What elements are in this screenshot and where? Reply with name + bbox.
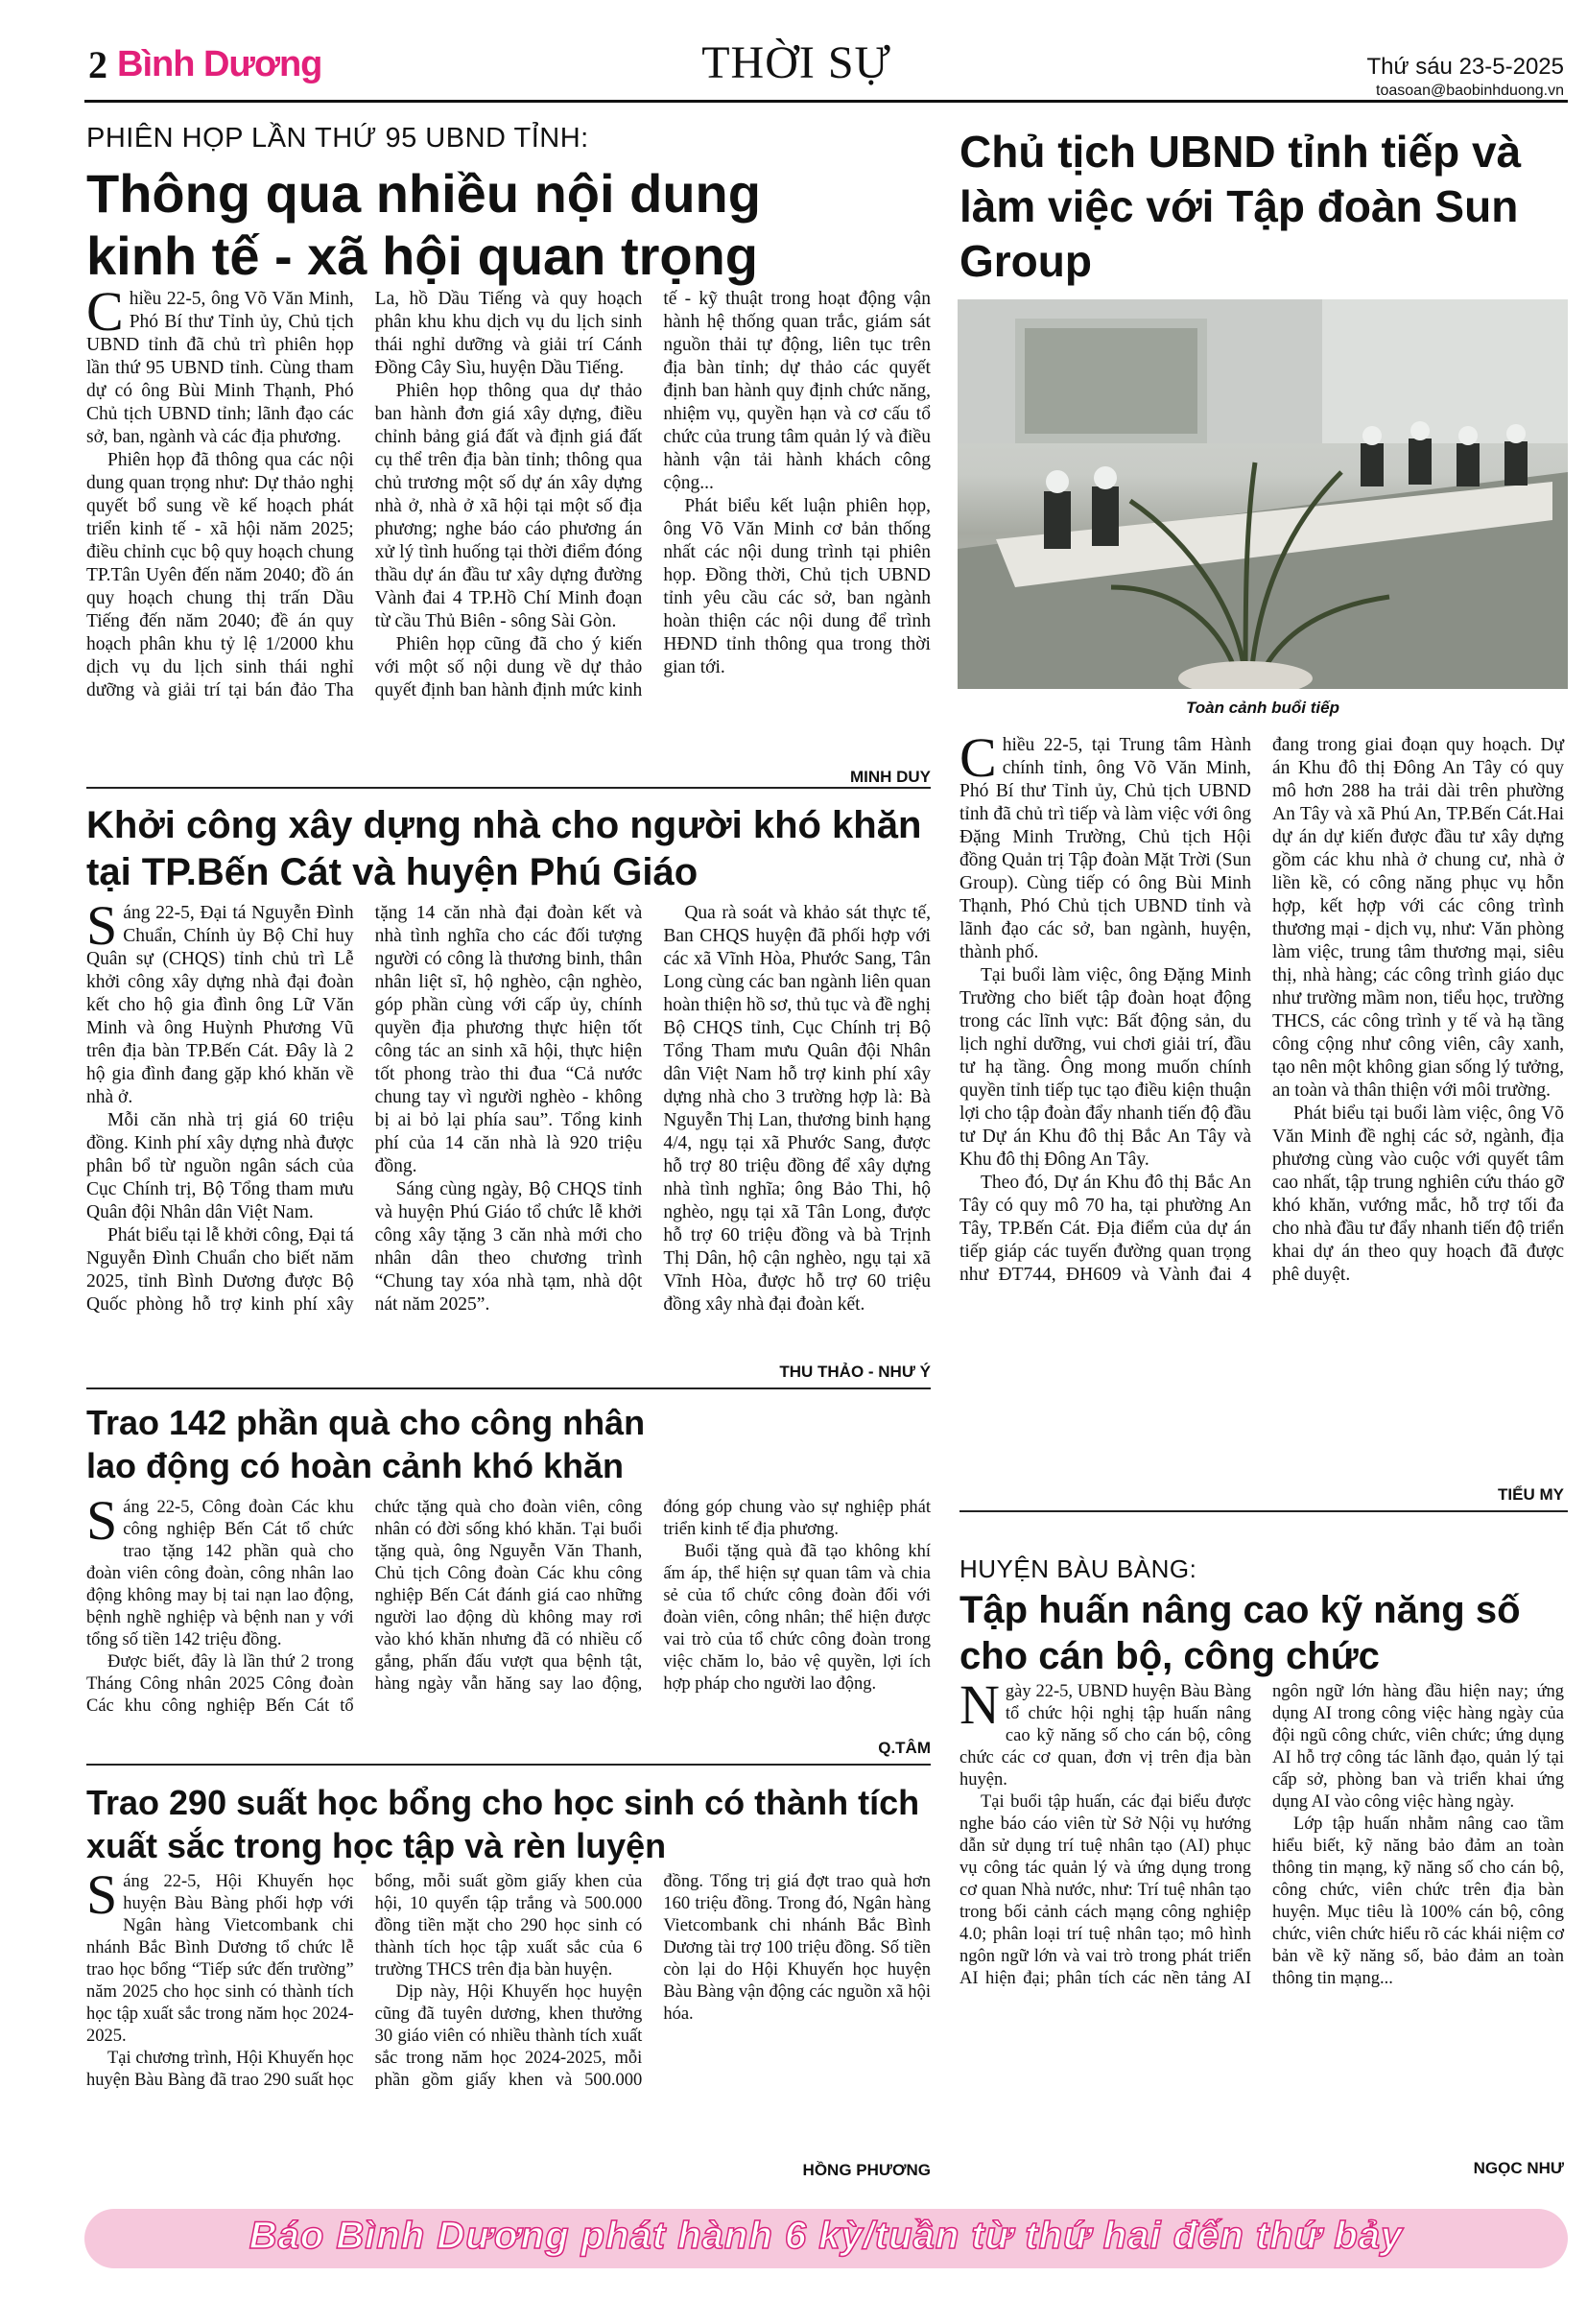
article2-headline[interactable]: Chủ tịch UBND tỉnh tiếp và làm việc với Tập đoàn Sun Group [959, 127, 1522, 287]
paragraph: Phiên họp đã thông qua các nội dung quan trọng như: Dự thảo nghị quyết bổ sung về kế hoạch phát triển kinh tế - xã hội năm 2025; điều chỉnh cục bộ quy hoạch chung TP.Tân Uyên đến năm 2040; đồ án quy hoạch chung thị trấn Dầu Tiếng đến năm 2040; đề án quy hoạch phân khu tỷ lệ 1/2000 khu dịch vụ du lịch sinh thái nghỉ dưỡng và giải trí tại bán đảo Tha La, hồ Dầu Tiếng và quy hoạch phân khu khu dịch vụ du lịch sinh thái nghỉ dưỡng và giải trí Cánh Đồng Cây Sìu, huyện Dầu Tiếng. [86, 289, 643, 700]
newspaper-logo: Bình Dương [117, 44, 322, 84]
paragraph: hiều 22-5, tại Trung tâm Hành chính tỉnh, ông Võ Văn Minh, Phó Bí thư Tỉnh ủy, Chủ tịch UBND tỉnh đã chủ trì tiếp và làm việc với ông Đặng Minh Trường, Chủ tịch Hội đồng Quản trị Tập đoàn Mặt Trời (Sun Group). Cùng tiếp có ông Bùi Minh Thạnh, Phó Chủ tịch UBND tỉnh và lãnh đạo các sở, ban ngành, huyện, thành phố. [959, 735, 1251, 962]
dropcap: C [959, 726, 997, 789]
paragraph: áng 22-5, Đại tá Nguyễn Đình Chuẩn, Chính ủy Bộ Chỉ huy Quân sự (CHQS) tỉnh chủ trì Lễ khởi công xây dựng nhà đại đoàn kết cho hộ gia đình ông Lữ Văn Minh và ông Huỳnh Phương Vũ trên địa bàn TP.Bến Cát. Đây là 2 hộ gia đình đang gặp khó khăn về nhà ở. [86, 903, 354, 1107]
article2-byline: TIỂU MY [1498, 1485, 1564, 1504]
paragraph: Phát biểu kết luận phiên họp, ông Võ Văn Minh cơ bản thống nhất các nội dung trình tại phiên họp. Đồng thời, Chủ tịch UBND tỉnh yêu cầu các sở, ban ngành hoàn thiện các nội dung để trình HĐND tỉnh thông qua trong thời gian tới. [663, 496, 931, 677]
paragraph: Mỗi căn nhà trị giá 60 triệu đồng. Kinh phí xây dựng nhà được phân bổ từ nguồn ngân sách của Cục Chính trị, Bộ Tổng tham mưu Quân đội Nhân dân Việt Nam. [86, 1110, 354, 1222]
footer-slogan: Báo Bình Dương phát hành 6 kỳ/tuần từ thứ hai đến thứ bảy [249, 2215, 1404, 2257]
article3-headline[interactable]: Khởi công xây dựng nhà cho người khó khăn tại TP.Bến Cát và huyện Phú Giáo [86, 804, 922, 893]
article3-body [86, 894, 931, 1361]
article6-body [959, 1673, 1564, 2155]
paragraph: áng 22-5, Công đoàn Các khu công nghiệp Bến Cát tổ chức trao tặng 142 phần quà cho đoàn viên công đoàn, công nhân lao động không may bị tai nạn lao động, bệnh nghề nghiệp và bệnh nan y với tổng số tiền 142 triệu đồng. [86, 1498, 354, 1649]
article3-byline: THU THẢO - NHƯ Ý [779, 1363, 931, 1381]
dropcap: S [86, 1863, 118, 1926]
contact-email[interactable]: toasoan@baobinhduong.vn [1376, 83, 1564, 99]
paragraph: Phát biểu tại buổi làm việc, ông Võ Văn Minh đề nghị các sở, ngành, địa phương cùng vào cuộc với quyết tâm cao nhất, tập trung nghiên cứu tháo gỡ khó khăn, vướng mắc, hỗ trợ tối đa cho nhà đầu tư đẩy nhanh tiến độ triển khai dự án theo quy hoạch đã được phê duyệt. [1272, 1103, 1564, 1285]
paragraph: Lớp tập huấn nhằm nâng cao tầm hiểu biết, kỹ năng bảo đảm an toàn thông tin mạng, kỹ năng số cho cán bộ, công chức, viên chức trên địa bàn huyện. Mục tiêu là 100% cán bộ, công chức, viên chức hiểu rõ các khái niệm cơ bản về kỹ năng số, bảo đảm an toàn thông tin mạng... [1272, 1814, 1564, 1988]
article4-byline: Q.TÂM [878, 1739, 931, 1757]
paragraph: Phát biểu tại lễ khởi công, Đại tá Nguyễn Đình Chuẩn cho biết năm 2025, tỉnh Bình Dương được Bộ Quốc phòng hỗ trợ kinh phí xây tặng 14 căn nhà đại đoàn kết và nhà tình nghĩa cho các đối tượng người có công là thương binh, thân nhân liệt sĩ, hộ nghèo, cận nghèo, góp phần cùng với cấp ủy, chính quyền địa phương thực hiện tốt công tác an sinh xã hội, thực hiện tốt phong trào thi đua “Cả nước chung tay vì người nghèo - không bị ai bỏ lại phía sau”. Tổng kinh phí của 14 căn nhà là 920 triệu đồng. [86, 903, 643, 1315]
article5-headline[interactable]: Trao 290 suất học bổng cho học sinh có thành tích xuất sắc trong học tập và rèn luyện [86, 1783, 920, 1866]
paragraph: Buổi tặng quà đã tạo không khí ấm áp, thể hiện sự quan tâm và chia sẻ của tổ chức công đoàn đối với đoàn viên, công nhân; thể hiện được vai trò của tổ chức công đoàn trong việc chăm lo, bảo vệ quyền, lợi ích hợp pháp cho người lao động. [663, 1542, 931, 1694]
paragraph: gày 22-5, UBND huyện Bàu Bàng tổ chức hội nghị tập huấn nâng cao kỹ năng số cho cán bộ, công chức các cơ quan, đơn vị trên địa bàn huyện. [959, 1682, 1251, 1790]
divider [959, 1510, 1568, 1512]
paragraph: Dịp này, Hội Khuyến học huyện cũng đã tuyên dương, khen thưởng 30 giáo viên có nhiều thành tích xuất sắc trong năm học 2024-2025, mỗi phần gồm giấy khen và 500.000 đồng. Tổng trị giá đợt trao quà hơn 160 triệu đồng. Trong đó, Ngân hàng Vietcombank chi nhánh Bắc Bình Dương tài trợ 100 triệu đồng. Số tiền còn lại do Hội Khuyến học huyện Bàu Bàng vận động các nguồn xã hội hóa. [374, 1872, 931, 2090]
dropcap: S [86, 894, 118, 957]
meeting-photo [958, 299, 1568, 689]
paragraph: Tại chương trình, Hội Khuyến học huyện Bàu Bàng đã trao 290 suất học bổng, mỗi suất gồm giấy khen của hội, 10 quyển tập trắng và 500.000 đồng tiền mặt cho 290 học sinh có thành tích học tập xuất sắc của 6 trường THCS trên địa bàn huyện. [86, 1872, 643, 2090]
paragraph: Phiên họp thông qua dự thảo ban hành đơn giá xây dựng, điều chỉnh bảng giá đất và định giá đất cụ thể trên địa bàn tỉnh; thông qua chủ trương một số dự án xây dựng nhà ở, nhà ở xã hội tại một số địa phương; nghe báo cáo phương án xử lý tình huống tại thời điểm đóng thầu dự án đầu tư xây dựng đường Vành đai 4 TP.Hồ Chí Minh đoạn từ cầu Thủ Biên - sông Sài Gòn. [374, 381, 643, 631]
article6-byline: NGỌC NHƯ [1473, 2159, 1564, 2177]
dropcap: S [86, 1489, 118, 1552]
article2-body [959, 726, 1564, 1481]
divider [86, 787, 931, 789]
article1-byline: MINH DUY [849, 768, 931, 786]
paragraph: Được biết, đây là lần thứ 2 trong Tháng Công nhân 2025 Công đoàn Các khu công nghiệp Bến Cát tổ chức tặng quà cho đoàn viên, công nhân có đời sống khó khăn. Tại buổi tặng quà, ông Nguyễn Văn Thanh, Chủ tịch Công đoàn Các khu công nghiệp Bến Cát đánh giá cao những người lao động dù không may rơi vào khó khăn nhưng đã có nhiều cố gắng, phấn đấu vượt qua bệnh tật, hàng ngày vẫn hăng say lao động, đóng góp chung vào sự nghiệp phát triển kinh tế địa phương. [86, 1498, 931, 1716]
paragraph: Tại buổi tập huấn, các đại biểu được nghe báo cáo viên từ Sở Nội vụ hướng dẫn sử dụng trí tuệ nhân tạo (AI) phục vụ công tác quản lý và ứng dụng trong cơ quan Nhà nước, như: Trí tuệ nhân tạo trong bối cảnh cách mạng công nghiệp 4.0; phân loại trí tuệ nhân tạo; mô hình ngôn ngữ lớn và vai trò trong phát triển AI hiện đại; phân tích các nền tảng AI ngôn ngữ lớn hàng đầu hiện nay; ứng dụng AI trong công việc hàng ngày của đội ngũ công chức, viên chức; ứng dụng AI hỗ trợ công tác lãnh đạo, quản lý tại cấp sở, phòng ban và triển khai ứng dụng AI vào công việc hàng ngày. [959, 1682, 1564, 1988]
paragraph: áng 22-5, Hội Khuyến học huyện Bàu Bàng phối hợp với Ngân hàng Vietcombank chi nhánh Bắc Bình Dương tổ chức lễ trao học bổng “Tiếp sức đến trường” năm 2025 cho học sinh có thành tích học tập xuất sắc trong năm học 2024-2025. [86, 1872, 354, 2046]
meeting-photo-illustration [958, 299, 1568, 689]
page-number: 2 [88, 43, 107, 86]
article4-headline[interactable]: Trao 142 phần quà cho công nhân lao động có hoàn cảnh khó khăn [86, 1403, 646, 1486]
dropcap: N [959, 1673, 1000, 1736]
divider [86, 1764, 931, 1766]
article1-body [86, 280, 931, 766]
article4-body [86, 1489, 931, 1739]
header-divider [84, 100, 1568, 103]
paragraph: Theo đó, Dự án Khu đô thị Bắc An Tây có quy mô 70 ha, tại phường An Tây, TP.Bến Cát. Địa điểm của dự án tiếp giáp các tuyến đường quan trọng như ĐT744, ĐH609 và Vành đai 4 đang trong giai đoạn quy hoạch. Dự án Khu đô thị Đông An Tây có quy mô hơn 288 ha trải dài trên phường An Tây và xã Phú An, TP.Bến Cát.Hai dự án dự kiến được đầu tư xây dựng gồm các khu nhà ở chung cư, nhà ở liền kề, có công năng phục vụ hỗn hợp, kết hợp với các công trình thương mại - dịch vụ, như: Văn phòng làm việc, trung tâm thương mại, siêu thị, nhà hàng; các công trình giáo dục như trường mầm non, tiểu học, trường THCS, các công trình y tế và hạ tầng công cộng như công viên, cây xanh, tạo nên một không gian sống lý tưởng, an toàn và thân thiện với môi trường. [959, 735, 1564, 1285]
article5-byline: HỒNG PHƯƠNG [802, 2161, 931, 2179]
paragraph: Phiên họp cũng đã cho ý kiến với một số nội dung về dự thảo quyết định ban hành định mức kinh tế - kỹ thuật trong hoạt động vận hành hệ thống quan trắc, giám sát nguồn thải tự động, liên tục trên địa bàn tỉnh; dự thảo các quyết định ban hành quy định chức năng, nhiệm vụ, quyền hạn và cơ cấu tổ chức của trung tâm quản lý và điều hành vận tải hành khách công cộng... [374, 289, 931, 700]
photo-caption: Toàn cảnh buổi tiếp [1186, 699, 1339, 717]
dropcap: C [86, 280, 124, 343]
paragraph: Qua rà soát và khảo sát thực tế, Ban CHQS huyện đã phối hợp với các xã Vĩnh Hòa, Phước Sang, Tân Long cùng các ban ngành liên quan hoàn thiện hồ sơ, thủ tục và đề nghị Bộ CHQS tỉnh, Cục Chính trị Bộ Tổng Tham mưu Quân đội Nhân dân Việt Nam hỗ trợ kinh phí xây dựng nhà cho 3 trường hợp là: Bà Nguyễn Thị Lan, thương binh hạng 4/4, ngụ tại xã Phước Sang, được hỗ trợ 80 triệu đồng để xây dựng nhà tình nghĩa; ông Bảo Thi, hộ nghèo, ngụ tại xã Tân Long, được hỗ trợ 60 triệu đồng và bà Trịnh Thị Dân, hộ cận nghèo, ngụ tại xã Vĩnh Hòa, được hỗ trợ 60 triệu đồng xây nhà đại đoàn kết. [663, 903, 931, 1315]
article1-kicker: PHIÊN HỌP LẦN THỨ 95 UBND TỈNH: [86, 123, 589, 154]
paragraph: Sáng cùng ngày, Bộ CHQS tỉnh và huyện Phú Giáo tổ chức lễ khởi công xây tặng 3 căn nhà mới cho nhân dân theo chương trình “Chung tay xóa nhà tạm, nhà dột nát năm 2025”. [374, 1179, 643, 1315]
article6-kicker: HUYỆN BÀU BÀNG: [959, 1554, 1197, 1583]
paragraph: hiều 22-5, ông Võ Văn Minh, Phó Bí thư Tỉnh ủy, Chủ tịch UBND tỉnh đã chủ trì phiên họp lần thứ 95 UBND tỉnh. Cùng tham dự có ông Bùi Minh Thạnh, Phó Chủ tịch UBND tỉnh; lãnh đạo các sở, ban, ngành và các địa phương. [86, 289, 354, 447]
divider [86, 1387, 931, 1389]
article6-headline[interactable]: Tập huấn nâng cao kỹ năng số cho cán bộ, công chức [959, 1589, 1521, 1677]
article1-headline[interactable]: Thông qua nhiều nội dung kinh tế - xã hội quan trọng [86, 163, 761, 286]
paragraph: Tại buổi làm việc, ông Đặng Minh Trường cho biết tập đoàn hoạt động trong các lĩnh vực: Bất động sản, du lịch nghỉ dưỡng, vui chơi giải trí, đầu tư hạ tầng. Ông mong muốn chính quyền tỉnh tiếp tục tạo điều kiện thuận lợi cho tập đoàn đẩy nhanh tiến độ đầu tư Dự án Khu đô thị Bắc An Tây và Khu đô thị Đông An Tây. [959, 965, 1251, 1170]
section-title: THỜI SỰ [701, 37, 891, 88]
article5-body [86, 1863, 931, 2155]
issue-date: Thứ sáu 23-5-2025 [1366, 54, 1564, 80]
